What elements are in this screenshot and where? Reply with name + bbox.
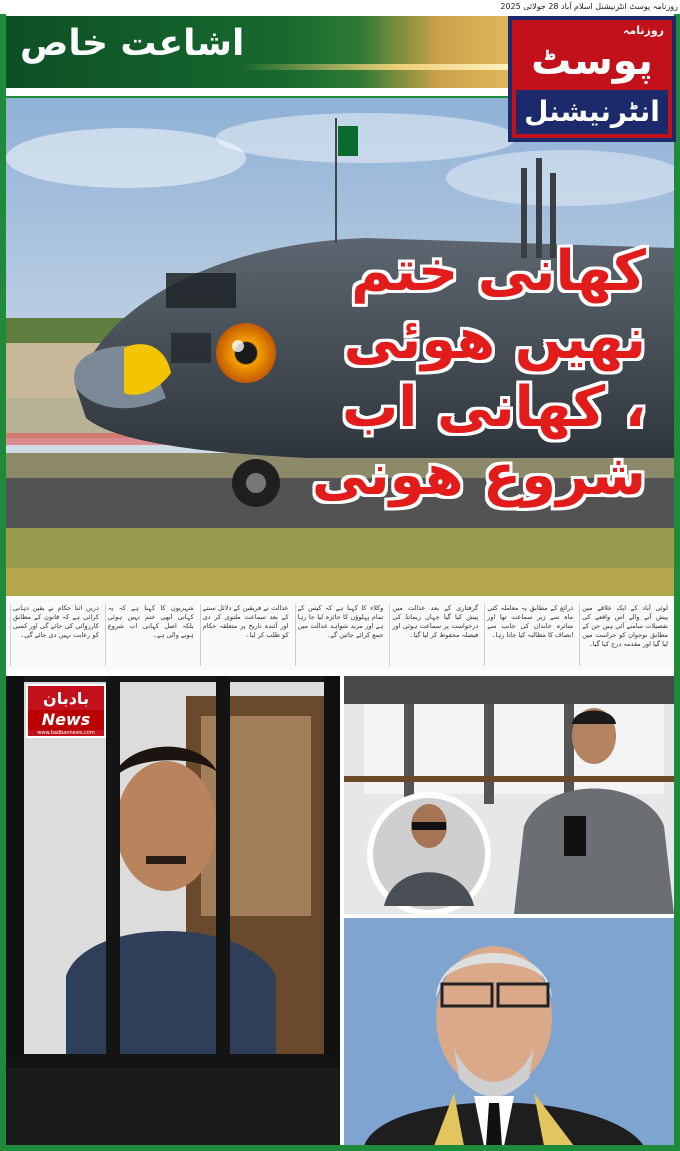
courtyard-photo — [344, 676, 674, 914]
article-column: ذرائع کے مطابق یہ معاملہ کئی ماہ سے زیر سماعت تھا اور متاثرہ خاندان کی جانب سے انصاف کا مطالبہ کیا جاتا رہا۔ — [484, 604, 575, 666]
headline-line: کھانی ختم — [351, 239, 646, 304]
masthead-subtitle: انٹرنیشنل — [516, 90, 668, 134]
man-seated-image — [344, 676, 674, 914]
news-logo-url: www.badbannews.com — [37, 730, 95, 736]
article-column: گرفتاری کے بعد عدالت میں پیش کیا گیا جہاں ریمانڈ کی درخواست پر سماعت ہوئی اور فیصلہ محفوظ کر لیا گیا۔ — [389, 604, 480, 666]
headline-line: ، کھانی اب — [342, 375, 646, 440]
dateline: روزنامہ پوسٹ انٹرنیشنل اسلام آباد 28 جولائی 2025 — [500, 2, 678, 11]
masthead-logo — [508, 16, 676, 142]
headline-line: نھیں ھوئی — [343, 307, 646, 372]
headline-line: شروع ھونی — [311, 443, 646, 508]
hero-photo — [6, 96, 674, 596]
article-column: شہریوں کا کہنا ہے کہ یہ کہانی ابھی ختم نہیں ہوئی بلکہ اصل کہانی اب شروع ہونے والی ہے۔ — [105, 604, 196, 666]
judge-photo — [344, 918, 674, 1146]
article-body — [6, 600, 674, 670]
article-column: لوئی آباد کے ایک علاقے میں پیش آنے والے اس واقعے کی تفصیلات سامنے آئی ہیں جن کے مطابق نوجوان کو حراست میں لیا گیا اور مقدمہ درج کیا گیا۔ — [579, 604, 670, 666]
masthead-title: پوسٹ — [531, 38, 653, 84]
gold-stripe — [240, 64, 515, 70]
judge-portrait-image — [344, 918, 674, 1146]
headline — [306, 238, 646, 510]
article-column: عدالت نے فریقین کے دلائل سننے کے بعد سماعت ملتوی کر دی اور آئندہ تاریخ پر متعلقہ حکام کو طلب کر لیا۔ — [200, 604, 291, 666]
news-logo-english: News — [28, 710, 104, 730]
man-behind-bars-image — [6, 676, 340, 1146]
jail-photo — [6, 676, 340, 1146]
article-column: دریں اثنا حکام نے یقین دہانی کرائی ہے کہ قانون کے مطابق کارروائی کی جائے گی اور کسی کو رعایت نہیں دی جائے گی۔ — [10, 604, 101, 666]
news-logo-urdu: بادبان — [43, 689, 89, 708]
news-channel-logo — [26, 684, 106, 738]
article-column: وکلاء کا کہنا ہے کہ کیس کے تمام پہلوؤں کا جائزہ لیا جا رہا ہے اور مزید شواہد عدالت میں جمع کرائے جائیں گے۔ — [295, 604, 386, 666]
section-title: اشاعت خاص — [20, 23, 245, 64]
masthead-small-label: روزنامہ — [622, 24, 664, 37]
